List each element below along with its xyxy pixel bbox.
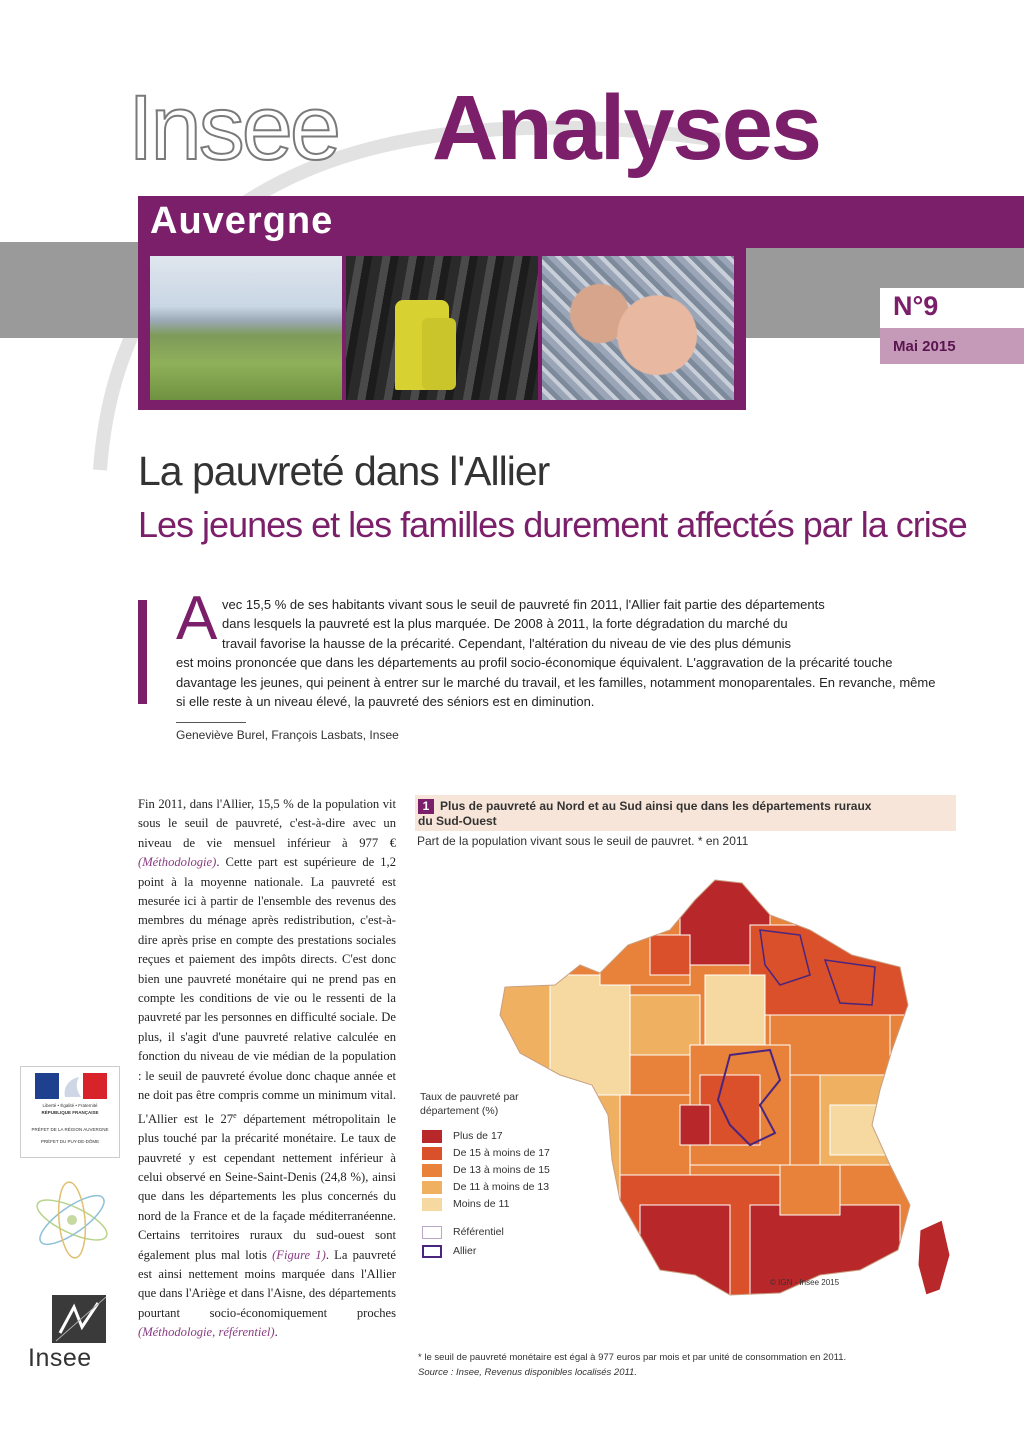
legend-swatch-referentiel [422, 1226, 442, 1239]
article-subtitle: Les jeunes et les familles durement affectés par la crise [138, 504, 967, 545]
legend-label: Référentiel [453, 1226, 504, 1238]
body-segment: . Cette part est supérieure de 1,2 point à la moyenne nationale. La pauvreté est mesurée ici à partir de l'ensemble des revenus des membres du ménage après redistribution, c'est-à-dire après prise en compte des prestations sociales reçues et paiement des impôts directs. C'est donc bien une pauvreté monétaire qui ne prend pas en compte les conditions de vie ou le ressenti de la pauvreté par les personnes en difficulté sociale. De plus, il s'agit d'une pauvreté relative calculée en fonction du niveau de vie médian de la population : le seuil de pauvreté évolue donc chaque année et ne doit pas être compris comme un minimum vital. L'Allier est le 27 [138, 855, 396, 1126]
legend-title: Taux de pauvreté par département (%) [420, 1091, 519, 1117]
legend-label: Allier [453, 1245, 477, 1257]
legend-swatch [422, 1198, 442, 1211]
worker-figure [422, 318, 456, 390]
figure-title: Plus de pauvreté au Nord et au Sud ainsi que dans les départements ruraux [440, 799, 872, 813]
issue-date: Mai 2015 [893, 338, 956, 355]
article-title: La pauvreté dans l'Allier [138, 448, 550, 494]
legend-label: De 11 à moins de 13 [453, 1181, 550, 1193]
brand-analyses: Analyses [432, 77, 821, 179]
figure-subtitle: Part de la population vivant sous le seuil de pauvret. * en 2011 [417, 834, 749, 848]
link-methodologie[interactable]: (Méthodologie) [138, 855, 217, 870]
legend-swatch [422, 1181, 442, 1194]
prefecture-text: PRÉFET DE LA RÉGION AUVERGNE [31, 1127, 109, 1132]
figure-note: * le seuil de pauvreté monétaire est égal à 977 euros par mois et par unité de consommation en 2011. [418, 1352, 847, 1363]
legend-swatch [422, 1147, 442, 1160]
marianne-flag-icon [35, 1073, 107, 1099]
body-segment: . La pauvreté est ainsi nettement moins marquée dans l'Allier que dans l'Ariège et dans l'Aisne, des départements pourtant socio-économiquement proches [138, 1247, 396, 1320]
photo-hands [542, 256, 734, 400]
body-text [138, 795, 396, 1343]
figure-number: 1 [418, 799, 434, 814]
legend-swatch [422, 1130, 442, 1143]
author-rule [176, 722, 246, 723]
prefecture-text: RÉPUBLIQUE FRANÇAISE [41, 1110, 99, 1115]
region-name: Auvergne [150, 200, 334, 242]
body-segment: département métropolitain le plus touché par la précarité monétaire. Le taux de pauvreté y est cependant nettement inférieur à celui observé en Seine-Saint-Denis (24,8 %), ainsi que dans les départements les plus concernés du nord de la France et de la façade méditerranéenne. Certains territoires ruraux du sud-ouest sont également plus mal lotis [138, 1111, 396, 1262]
brand-insee: Insee [128, 77, 339, 179]
prefecture-text: Liberté • Égalité • Fraternité [42, 1103, 98, 1108]
legend-label: Moins de 11 [453, 1198, 510, 1210]
chapo-line: travail favorise la hausse de la précarité. Cependant, l'altération du niveau de vie des plus démunis [222, 635, 792, 651]
figure-source: Source : Insee, Revenus disponibles localisés 2011. [418, 1367, 637, 1378]
figure-title-continued: du Sud-Ouest [418, 814, 497, 828]
chapo-bar [138, 600, 147, 704]
legend-label: De 15 à moins de 17 [453, 1147, 550, 1159]
chapo-line: vec 15,5 % de ses habitants vivant sous le seuil de pauvreté fin 2011, l'Allier fait partie des départements [222, 597, 825, 612]
atom-logo-icon [30, 1178, 114, 1262]
dropcap: A [176, 584, 218, 653]
prefecture-logo [20, 1066, 120, 1158]
legend-label: Plus de 17 [453, 1130, 503, 1142]
link-figure-1[interactable]: (Figure 1) [272, 1247, 326, 1262]
legend-swatch-allier [422, 1245, 442, 1258]
legend-label: De 13 à moins de 15 [453, 1164, 550, 1176]
chapo-rest: est moins prononcée que dans les départements au profil socio-économique équivalent. L'aggravation de la précarité touche davantage les jeunes, qui peinent à entrer sur le marché du travail, et les familles, notamment monoparentales. En revanche, même si elle reste à un niveau élevé, la pauvreté des séniors est en diminution. [176, 655, 936, 710]
body-segment: . [274, 1325, 278, 1340]
chapo-line: dans lesquels la pauvreté est la plus marquée. De 2008 à 2011, la forte dégradation du marché du [222, 616, 788, 632]
insee-logo-text: Insee [28, 1344, 92, 1372]
chapo [176, 595, 944, 711]
prefecture-text: PRÉFET DU PUY-DE-DÔME [40, 1139, 100, 1144]
body-segment: Fin 2011, dans l'Allier, 15,5 % de la population vit sous le seuil de pauvreté, c'est-à-dire avec un niveau de vie mensuel inférieur à 977 € [138, 797, 396, 850]
authors: Geneviève Burel, François Lasbats, Insee [176, 728, 399, 742]
map-credit: © IGN - Insee 2015 [770, 1278, 840, 1287]
france-poverty-map [480, 875, 960, 1315]
photo-countryside [150, 256, 342, 400]
legend-swatch [422, 1164, 442, 1177]
issue-number: N°9 [893, 291, 939, 321]
link-methodologie-referentiel[interactable]: (Méthodologie, référentiel) [138, 1325, 275, 1340]
body-superscript: e [233, 1110, 237, 1120]
